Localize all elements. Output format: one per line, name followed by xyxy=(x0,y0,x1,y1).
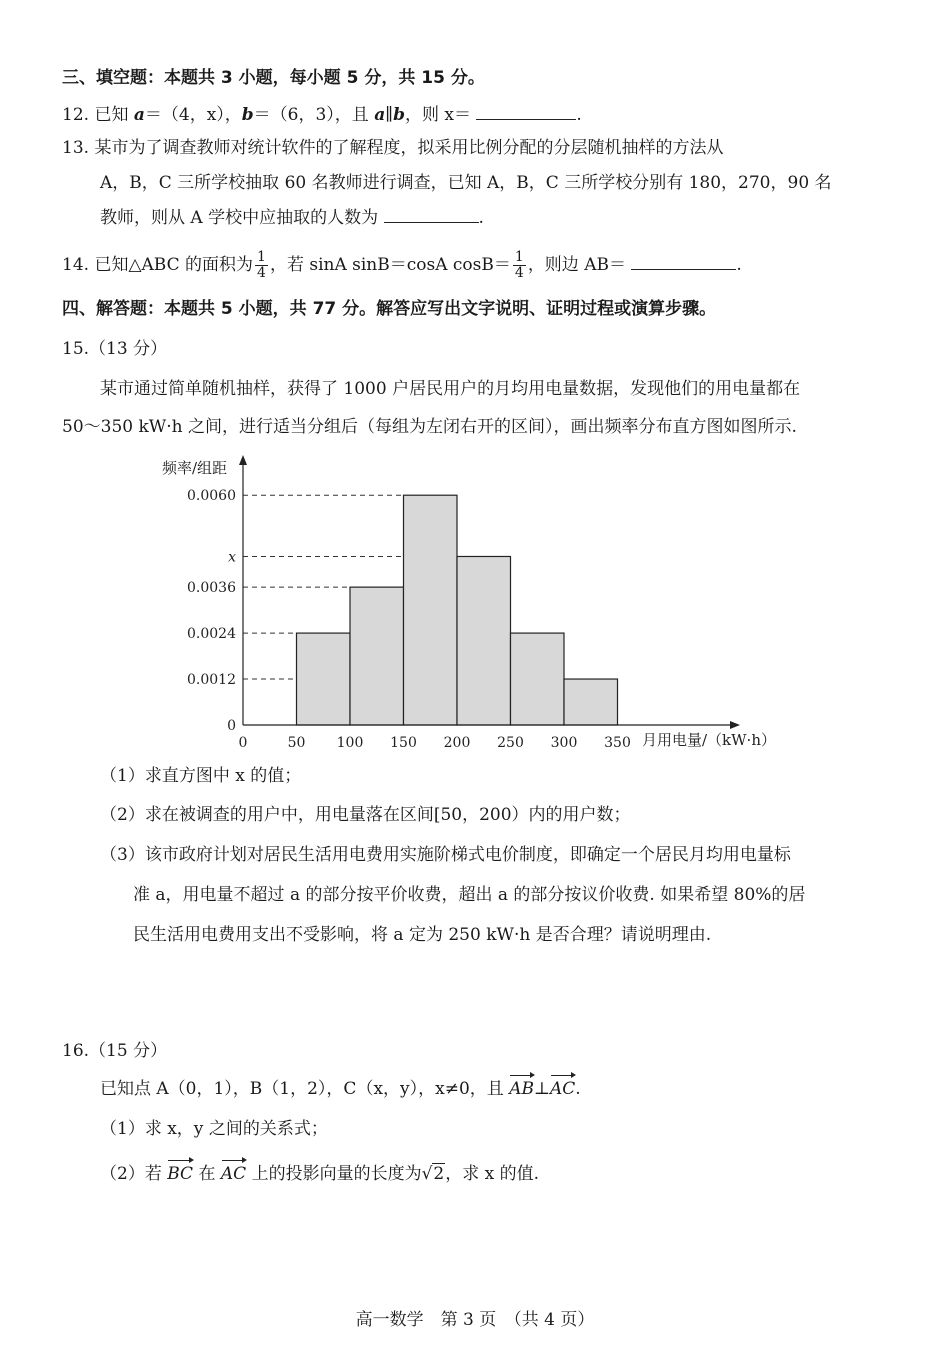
q14-part-3: ，则边 AB＝ xyxy=(527,255,626,275)
section-3-title: 三、填空题：本题共 3 小题，每小题 5 分，共 15 分。 xyxy=(62,68,485,88)
q16-sub-2-a: （2）若 xyxy=(100,1164,162,1184)
section-4-title: 四、解答题：本题共 5 小题，共 77 分。解答应写出文字说明、证明过程或演算步骤。 xyxy=(62,299,717,319)
x-tick-label: 0 xyxy=(238,735,248,751)
q16-sub-2 xyxy=(100,1162,539,1186)
q12-end: . xyxy=(576,105,582,125)
perpendicular-symbol: ⊥ xyxy=(533,1079,550,1099)
question-13-line-1 xyxy=(62,136,723,160)
vector-bc: BC xyxy=(167,1164,194,1184)
x-tick-label: 250 xyxy=(497,735,524,751)
q12-text: 已知 xyxy=(94,105,129,125)
q15-line-2: 50～350 kW·h 之间，进行适当分组后（每组为左闭右开的区间），画出频率分布直方图如图所示. xyxy=(62,417,797,437)
q15-sub-3-line-2: 准 a，用电量不超过 a 的部分按平价收费，超出 a 的部分按议价收费. 如果希望 80%的居 xyxy=(133,885,806,905)
x-tick-label: 200 xyxy=(443,735,471,751)
q16-sub-1: （1）求 x，y 之间的关系式； xyxy=(100,1119,328,1139)
q15-sub-3-line-3: 民生活用电费用支出不受影响，将 a 定为 250 kW·h 是否合理？请说明理由. xyxy=(133,925,712,945)
q14-frac1-numerator: 1 xyxy=(257,249,266,265)
q13-answer-blank[interactable] xyxy=(384,204,479,223)
q15-heading: 15.（13 分） xyxy=(62,339,168,359)
q16-sub-2-c: 上的投影向量的长度为 xyxy=(251,1164,422,1184)
histogram-bar xyxy=(457,556,511,725)
y-tick-label: x xyxy=(228,549,236,566)
q15-line-1: 某市通过简单随机抽样，获得了 1000 户居民用户的月均用电量数据，发现他们的用电量都在 xyxy=(100,379,801,399)
y-tick-label: 0 xyxy=(227,718,236,734)
q13-end: . xyxy=(478,208,484,228)
q14-answer-blank[interactable] xyxy=(631,251,736,270)
q16-sub-2-d: ，求 x 的值. xyxy=(445,1164,540,1184)
frequency-histogram xyxy=(150,455,810,755)
q14-number: 14. xyxy=(62,255,90,275)
q15-sub-3-line-1: （3）该市政府计划对居民生活用电费用实施阶梯式电价制度，即确定一个居民月均用电量标 xyxy=(100,845,791,865)
histogram-bar xyxy=(564,679,618,725)
q16-line-1-text: 已知点 A（0，1），B（1，2），C（x，y），x≠0，且 xyxy=(100,1079,504,1099)
histogram-bar xyxy=(404,495,458,725)
x-axis-label: 月用电量/（kW·h） xyxy=(642,731,776,749)
vector-ab: AB xyxy=(509,1079,534,1099)
q13-line-1: 某市为了调查教师对统计软件的了解程度，拟采用比例分配的分层随机抽样的方法从 xyxy=(94,138,724,158)
y-axis-arrow-icon xyxy=(239,455,247,465)
x-tick-label: 150 xyxy=(390,735,417,751)
y-tick-label: 0.0060 xyxy=(187,488,236,505)
vector-ac-2: AC xyxy=(220,1164,247,1184)
q16-heading: 16.（15 分） xyxy=(62,1041,168,1061)
q12-vector-b: b xyxy=(241,105,254,125)
y-tick-label: 0.0036 xyxy=(187,580,236,597)
q12-parallel-a: a xyxy=(374,105,386,125)
q14-fraction-2 xyxy=(513,250,526,281)
sqrt-icon: √ xyxy=(421,1164,433,1184)
x-axis-arrow-icon xyxy=(730,721,740,729)
page-footer: 高一数学 第 3 页 （共 4 页） xyxy=(355,1310,595,1330)
q15-sub-2: （2）求在被调查的用户中，用电量落在区间[50，200）内的用户数； xyxy=(100,805,631,825)
q12-vector-a: a xyxy=(133,105,145,125)
q12-b-value: ＝（6，3），且 xyxy=(253,105,369,125)
histogram-bar xyxy=(511,633,565,725)
x-tick-label: 50 xyxy=(287,735,306,751)
x-tick-label: 300 xyxy=(550,735,578,751)
question-12 xyxy=(62,101,582,127)
q15-sub-1: （1）求直方图中 x 的值； xyxy=(100,766,302,786)
q12-answer-blank[interactable] xyxy=(476,101,576,120)
y-tick-label: 0.0012 xyxy=(187,672,236,689)
x-tick-label: 350 xyxy=(604,735,631,751)
q14-fraction-1 xyxy=(255,250,268,281)
q14-frac2-denominator: 4 xyxy=(514,265,524,281)
q14-frac1-denominator: 4 xyxy=(257,265,266,281)
q13-line-3: 教师，则从 A 学校中应抽取的人数为 xyxy=(100,208,379,228)
question-13-line-3 xyxy=(100,204,484,230)
q12-a-value: ＝（4，x）， xyxy=(144,105,242,125)
question-14 xyxy=(62,245,742,285)
sqrt-value: 2 xyxy=(433,1164,445,1184)
q14-end: . xyxy=(736,255,742,275)
q12-parallel-symbol: ∥ xyxy=(385,105,394,125)
y-tick-label: 0.0024 xyxy=(187,626,236,643)
y-axis-label: 频率/组距 xyxy=(162,459,228,477)
q12-parallel-b: b xyxy=(393,105,405,125)
vector-ac: AC xyxy=(549,1079,576,1099)
q14-part-1: 已知△ABC 的面积为 xyxy=(94,255,254,275)
q14-frac2-numerator: 1 xyxy=(514,249,524,265)
q12-number: 12. xyxy=(62,105,90,125)
q16-line-1 xyxy=(100,1077,581,1101)
histogram-bar xyxy=(350,587,404,725)
histogram-bar xyxy=(297,633,351,725)
q13-number: 13. xyxy=(62,138,90,158)
q16-sub-2-b: 在 xyxy=(198,1164,216,1184)
q16-line-1-end: . xyxy=(575,1079,581,1099)
x-tick-label: 100 xyxy=(336,735,364,751)
q12-then: ，则 x＝ xyxy=(404,105,471,125)
q14-part-2: ，若 sinA sinB＝cosA cosB＝ xyxy=(269,255,511,275)
q13-line-2: A，B，C 三所学校抽取 60 名教师进行调查，已知 A，B，C 三所学校分别有 180，270，90 名 xyxy=(100,173,832,193)
